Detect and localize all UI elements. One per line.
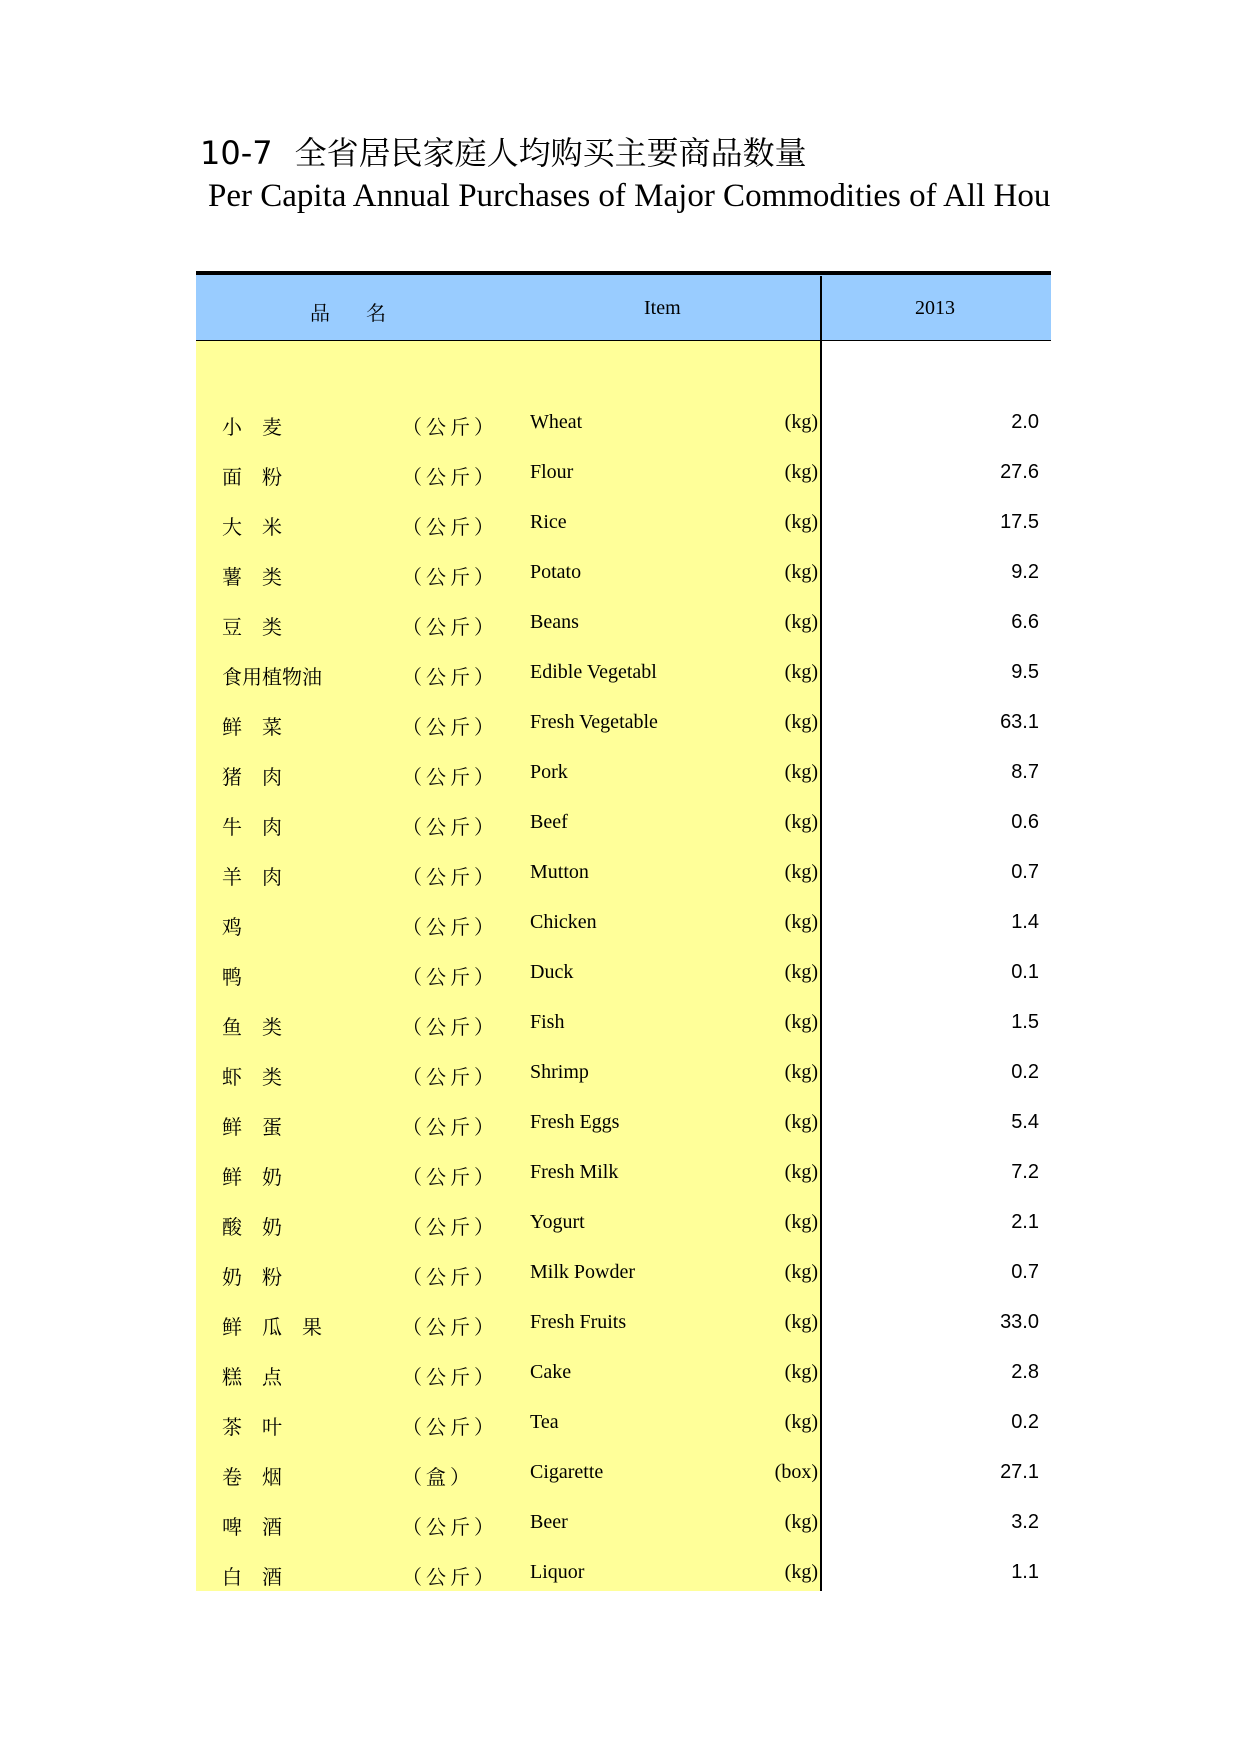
item-english-unit: (kg) — [784, 1161, 818, 1183]
item-english-name: Chicken — [530, 911, 597, 933]
table-row — [196, 1549, 1051, 1599]
item-chinese-unit: （公斤） — [402, 1267, 498, 1289]
item-chinese-unit: （公斤） — [402, 417, 498, 439]
item-chinese-unit: （公斤） — [402, 517, 498, 539]
header-year: 2013 — [915, 297, 955, 319]
table-row — [196, 699, 1051, 749]
item-english-name: Potato — [530, 561, 582, 583]
item-value-2013: 2.1 — [1011, 1211, 1039, 1233]
item-english-unit: (kg) — [784, 861, 818, 883]
item-english-unit: (kg) — [784, 611, 818, 633]
item-chinese-unit: （公斤） — [402, 1017, 498, 1039]
item-english-name: Pork — [530, 761, 568, 783]
item-chinese-name: 大米 — [222, 517, 302, 539]
item-english-name: Duck — [530, 961, 574, 983]
item-value-2013: 0.2 — [1011, 1061, 1039, 1083]
item-value-2013: 0.1 — [1011, 961, 1039, 983]
item-chinese-unit: （公斤） — [402, 867, 498, 889]
table-row — [196, 899, 1051, 949]
item-chinese-name: 糕点 — [222, 1367, 302, 1389]
item-chinese-unit: （公斤） — [402, 1317, 498, 1339]
item-english-name: Rice — [530, 511, 567, 533]
item-chinese-unit: （公斤） — [402, 1117, 498, 1139]
item-chinese-name: 羊肉 — [222, 867, 302, 889]
item-value-2013: 27.1 — [1000, 1461, 1039, 1483]
item-english-name: Fresh Eggs — [530, 1111, 620, 1133]
item-english-unit: (kg) — [784, 1111, 818, 1133]
item-chinese-name: 奶粉 — [222, 1267, 302, 1289]
item-value-2013: 1.4 — [1011, 911, 1039, 933]
item-value-2013: 0.6 — [1011, 811, 1039, 833]
item-chinese-name: 鲜菜 — [222, 717, 302, 739]
item-chinese-unit: （公斤） — [402, 767, 498, 789]
item-chinese-name: 牛肉 — [222, 817, 302, 839]
table-row — [196, 449, 1051, 499]
item-chinese-name: 茶叶 — [222, 1417, 302, 1439]
item-chinese-unit: （公斤） — [402, 1367, 498, 1389]
item-english-unit: (kg) — [784, 1561, 818, 1583]
item-english-unit: (kg) — [784, 911, 818, 933]
item-value-2013: 3.2 — [1011, 1511, 1039, 1533]
item-value-2013: 9.5 — [1011, 661, 1039, 683]
table-row — [196, 849, 1051, 899]
item-chinese-name: 鸭 — [222, 967, 262, 989]
table-title-english: Per Capita Annual Purchases of Major Commodities of All Hou — [208, 178, 1051, 214]
item-chinese-unit: （公斤） — [402, 467, 498, 489]
item-value-2013: 0.2 — [1011, 1411, 1039, 1433]
item-english-unit: (kg) — [784, 811, 818, 833]
table-body — [196, 341, 1051, 1591]
item-english-name: Shrimp — [530, 1061, 589, 1083]
table-row — [196, 999, 1051, 1049]
item-english-unit: (kg) — [784, 761, 818, 783]
table-row — [196, 1149, 1051, 1199]
item-value-2013: 17.5 — [1000, 511, 1039, 533]
item-english-unit: (box) — [774, 1461, 818, 1483]
item-english-name: Fresh Vegetable — [530, 711, 658, 733]
table-row — [196, 399, 1051, 449]
item-english-name: Flour — [530, 461, 574, 483]
table-title-chinese — [200, 128, 807, 174]
item-value-2013: 6.6 — [1011, 611, 1039, 633]
item-english-unit: (kg) — [784, 1061, 818, 1083]
item-chinese-name: 鲜蛋 — [222, 1117, 302, 1139]
item-chinese-unit: （公斤） — [402, 1417, 498, 1439]
item-english-name: Yogurt — [530, 1211, 585, 1233]
table-number: 10-7 — [200, 134, 273, 172]
item-chinese-unit: （公斤） — [402, 1167, 498, 1189]
item-english-unit: (kg) — [784, 561, 818, 583]
table-row — [196, 549, 1051, 599]
item-english-unit: (kg) — [784, 1011, 818, 1033]
item-chinese-name: 啤酒 — [222, 1517, 302, 1539]
item-english-unit: (kg) — [784, 961, 818, 983]
table-row — [196, 749, 1051, 799]
item-chinese-unit: （公斤） — [402, 617, 498, 639]
table-row — [196, 499, 1051, 549]
item-english-unit: (kg) — [784, 411, 818, 433]
item-english-unit: (kg) — [784, 511, 818, 533]
item-chinese-unit: （公斤） — [402, 667, 498, 689]
item-english-name: Fish — [530, 1011, 565, 1033]
table-row — [196, 599, 1051, 649]
item-chinese-unit: （公斤） — [402, 1567, 498, 1589]
item-english-name: Liquor — [530, 1561, 585, 1583]
item-english-unit: (kg) — [784, 1411, 818, 1433]
item-chinese-unit: （公斤） — [402, 917, 498, 939]
item-chinese-name: 鲜奶 — [222, 1167, 302, 1189]
header-item: Item — [644, 297, 681, 319]
item-value-2013: 0.7 — [1011, 861, 1039, 883]
table-row — [196, 1449, 1051, 1499]
item-value-2013: 0.7 — [1011, 1261, 1039, 1283]
item-english-name: Milk Powder — [530, 1261, 635, 1283]
item-chinese-name: 卷烟 — [222, 1467, 302, 1489]
item-english-name: Cake — [530, 1361, 572, 1383]
item-english-name: Cigarette — [530, 1461, 604, 1483]
item-chinese-name: 猪肉 — [222, 767, 302, 789]
item-english-unit: (kg) — [784, 1211, 818, 1233]
item-chinese-unit: （公斤） — [402, 1517, 498, 1539]
item-chinese-unit: （公斤） — [402, 1217, 498, 1239]
item-english-name: Beer — [530, 1511, 568, 1533]
item-chinese-unit: （盒） — [402, 1467, 474, 1489]
table-row — [196, 1199, 1051, 1249]
table-row — [196, 1399, 1051, 1449]
table-row — [196, 949, 1051, 999]
table-row — [196, 1499, 1051, 1549]
item-chinese-name: 鲜瓜果 — [222, 1317, 342, 1339]
item-english-name: Mutton — [530, 861, 589, 883]
item-chinese-unit: （公斤） — [402, 817, 498, 839]
item-chinese-name: 鸡 — [222, 917, 262, 939]
table-row — [196, 1349, 1051, 1399]
item-chinese-unit: （公斤） — [402, 717, 498, 739]
item-chinese-name: 酸奶 — [222, 1217, 302, 1239]
item-value-2013: 2.8 — [1011, 1361, 1039, 1383]
table-row — [196, 1049, 1051, 1099]
item-value-2013: 27.6 — [1000, 461, 1039, 483]
item-value-2013: 1.5 — [1011, 1011, 1039, 1033]
item-chinese-name: 小麦 — [222, 417, 302, 439]
item-value-2013: 63.1 — [1000, 711, 1039, 733]
item-english-unit: (kg) — [784, 661, 818, 683]
title-chinese-text: 全省居民家庭人均购买主要商品数量 — [294, 134, 807, 172]
table-row — [196, 649, 1051, 699]
item-english-name: Wheat — [530, 411, 583, 433]
item-value-2013: 7.2 — [1011, 1161, 1039, 1183]
table-row — [196, 1249, 1051, 1299]
item-value-2013: 5.4 — [1011, 1111, 1039, 1133]
item-value-2013: 1.1 — [1011, 1561, 1039, 1583]
item-english-unit: (kg) — [784, 711, 818, 733]
item-value-2013: 33.0 — [1000, 1311, 1039, 1333]
item-english-unit: (kg) — [784, 1361, 818, 1383]
item-english-unit: (kg) — [784, 1261, 818, 1283]
item-value-2013: 8.7 — [1011, 761, 1039, 783]
table-row — [196, 1099, 1051, 1149]
item-english-unit: (kg) — [784, 1511, 818, 1533]
item-english-name: Beans — [530, 611, 579, 633]
item-chinese-name: 白酒 — [222, 1567, 302, 1589]
table-header — [196, 275, 1051, 341]
item-english-name: Edible Vegetabl — [530, 661, 657, 683]
item-chinese-name: 薯类 — [222, 567, 302, 589]
header-chinese-item: 品名 — [310, 303, 422, 325]
item-value-2013: 9.2 — [1011, 561, 1039, 583]
item-chinese-unit: （公斤） — [402, 567, 498, 589]
item-english-unit: (kg) — [784, 461, 818, 483]
item-english-name: Fresh Fruits — [530, 1311, 627, 1333]
table-row — [196, 799, 1051, 849]
item-english-unit: (kg) — [784, 1311, 818, 1333]
item-chinese-name: 鱼类 — [222, 1017, 302, 1039]
item-value-2013: 2.0 — [1011, 411, 1039, 433]
item-chinese-name: 面粉 — [222, 467, 302, 489]
item-chinese-name: 豆类 — [222, 617, 302, 639]
table-row — [196, 1299, 1051, 1349]
item-chinese-unit: （公斤） — [402, 1067, 498, 1089]
commodity-table — [196, 271, 1051, 1591]
item-chinese-name: 食用植物油 — [222, 667, 322, 689]
item-chinese-unit: （公斤） — [402, 967, 498, 989]
item-english-name: Fresh Milk — [530, 1161, 619, 1183]
item-chinese-name: 虾类 — [222, 1067, 302, 1089]
item-english-name: Beef — [530, 811, 568, 833]
item-english-name: Tea — [530, 1411, 559, 1433]
